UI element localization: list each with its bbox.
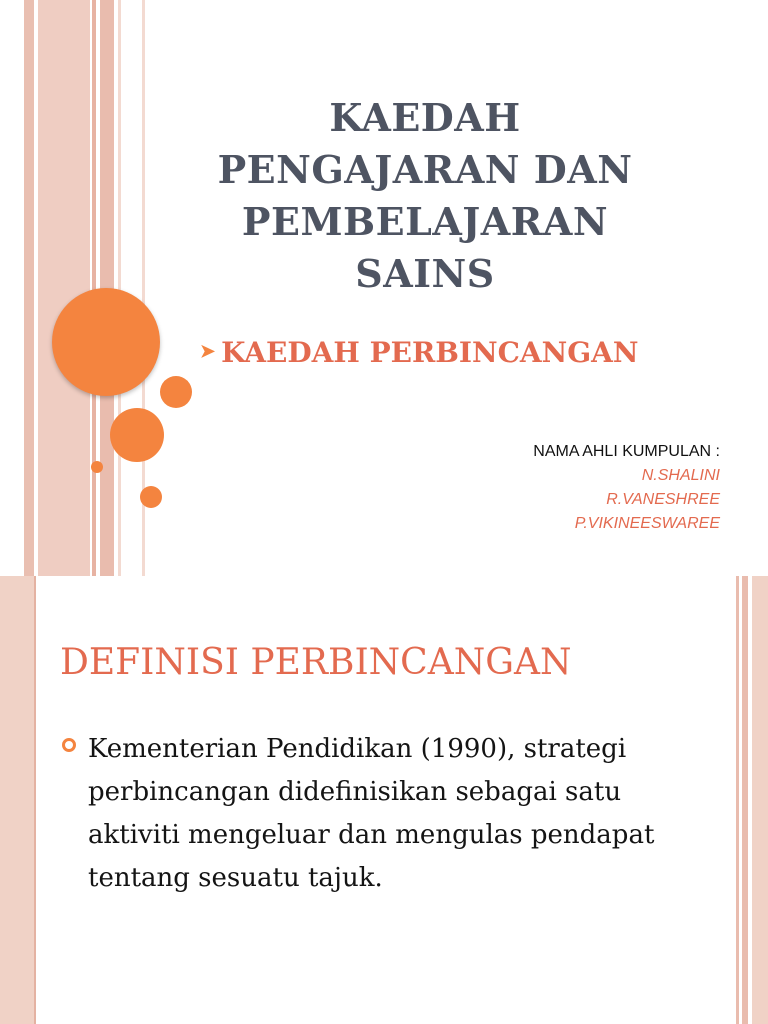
decorative-circle-large — [52, 288, 160, 396]
decorative-circle — [91, 461, 103, 473]
decorative-stripe — [118, 0, 121, 576]
decorative-circle — [140, 486, 162, 508]
member-name: P.VIKINEESWAREE — [574, 515, 720, 532]
definition-heading: DEFINISI PERBINCANGAN — [60, 642, 572, 683]
member-name: N.SHALINI — [641, 467, 720, 484]
member-name: R.VANESHREE — [606, 491, 720, 508]
group-members — [533, 440, 720, 536]
decorative-stripe — [742, 576, 748, 1024]
members-label: NAMA AHLI KUMPULAN : — [533, 443, 720, 460]
slide-definition — [0, 576, 768, 1024]
decorative-stripe — [752, 576, 768, 1024]
decorative-circle — [160, 376, 192, 408]
decorative-circle — [110, 408, 164, 462]
circle-bullet-icon — [62, 738, 76, 752]
subtitle — [200, 336, 638, 369]
subtitle-text: KAEDAH PERBINCANGAN — [221, 336, 639, 369]
decorative-stripe — [34, 576, 36, 1024]
slide-title-text: KAEDAH PENGAJARAN DAN PEMBELAJARAN SAINS — [217, 95, 633, 296]
arrow-right-icon: ➤ — [200, 341, 216, 362]
decorative-stripe — [736, 576, 739, 1024]
decorative-stripe — [24, 0, 34, 576]
decorative-stripe — [0, 576, 34, 1024]
definition-body: Kementerian Pendidikan (1990), strategi perbincangan didefinisikan sebagai satu aktiviti mengeluar dan mengulas pendapat tentang sesuatu tajuk. — [88, 734, 655, 893]
decorative-stripe — [38, 0, 90, 576]
